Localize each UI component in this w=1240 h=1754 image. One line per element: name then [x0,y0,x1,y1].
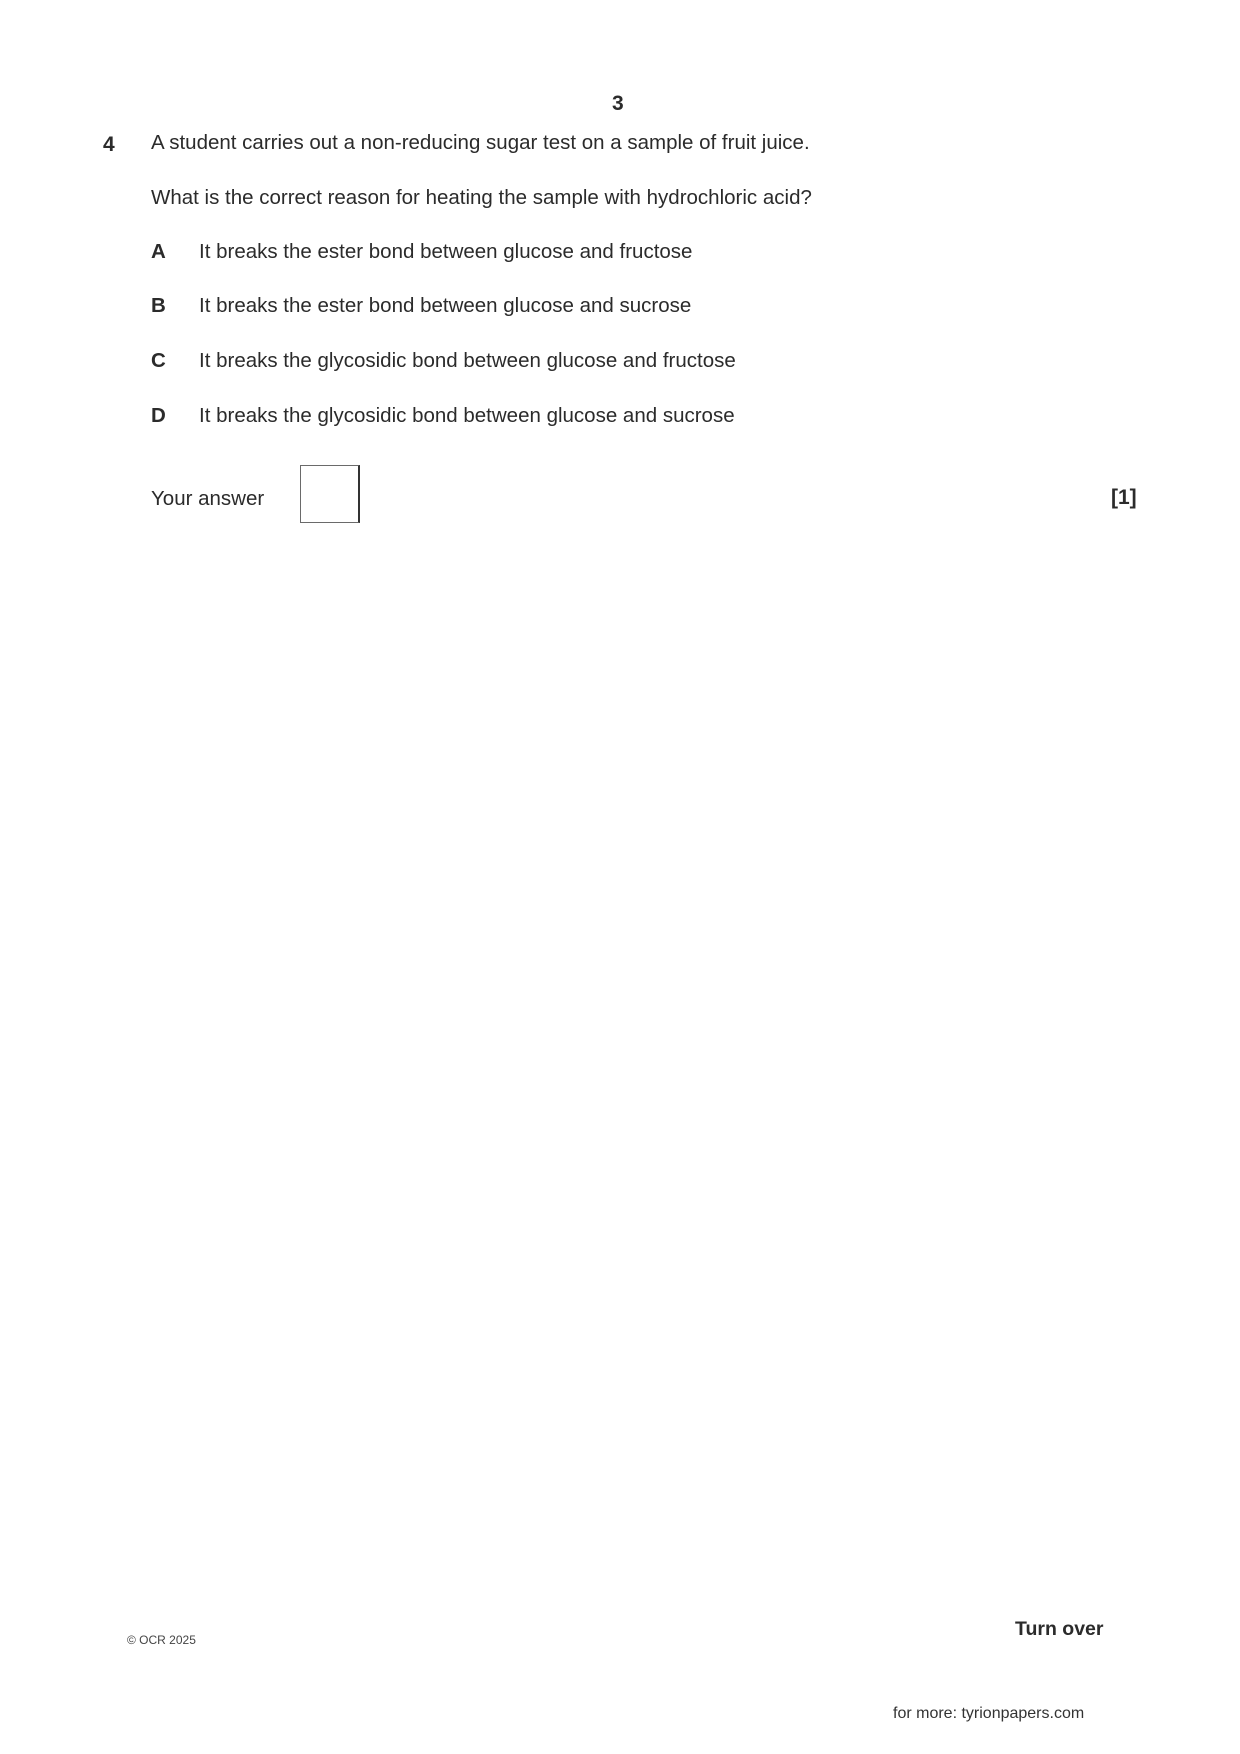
option-letter: D [151,404,166,427]
marks-indicator: [1] [1111,486,1137,509]
option-letter: A [151,240,166,263]
copyright-notice: © OCR 2025 [127,1633,196,1647]
option-letter: C [151,349,166,372]
answer-box[interactable] [300,465,360,523]
option-text: It breaks the ester bond between glucose and sucrose [199,294,692,317]
option-text: It breaks the glycosidic bond between glucose and fructose [199,349,736,372]
turn-over-label: Turn over [1015,1618,1104,1640]
question-prompt: What is the correct reason for heating the sample with hydrochloric acid? [151,186,812,209]
option-text: It breaks the ester bond between glucose and fructose [199,240,693,263]
source-link-text: for more: tyrionpapers.com [893,1705,1085,1722]
option-letter: B [151,294,166,317]
question-stem: A student carries out a non-reducing sugar test on a sample of fruit juice. [151,131,810,154]
page-number: 3 [612,92,624,115]
answer-label: Your answer [151,487,265,510]
option-text: It breaks the glycosidic bond between glucose and sucrose [199,404,735,427]
question-number: 4 [103,133,115,156]
